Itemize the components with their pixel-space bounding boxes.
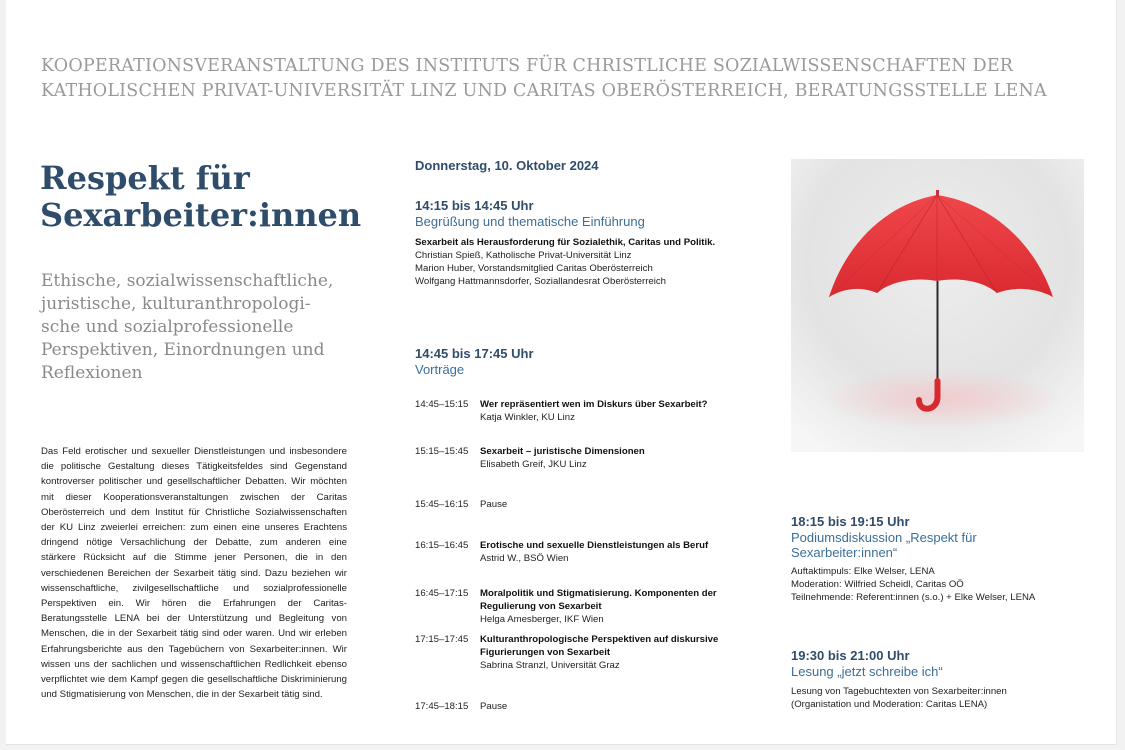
block-label: Begrüßung und thematische Einführung (415, 214, 645, 229)
item-speaker: Astrid W., BSÖ Wien (480, 553, 569, 564)
kicker-line-1: KOOPERATIONSVERANSTALTUNG DES INSTITUTS FÜR CHRISTLICHE SOZIALWISSENSCHAFTEN DER (41, 56, 1014, 76)
subtitle-line: Perspektiven, Einordnungen und (41, 340, 325, 360)
item-speaker: Sabrina Stranzl, Universität Graz (480, 660, 620, 671)
talk-title: Sexarbeit als Herausforderung für Sozialethik, Caritas und Politik. (415, 237, 716, 248)
item-title: Kulturanthropologische Perspektiven auf diskursive Figurierungen von Sexarbeit (480, 634, 719, 658)
item-time: 17:45–18:15 (415, 701, 469, 712)
item-speaker: Elisabeth Greif, JKU Linz (480, 459, 587, 470)
item-time: 14:45–15:15 (415, 399, 469, 410)
block-time: 14:45 bis 17:45 Uhr (415, 346, 534, 361)
item-time: 15:45–16:15 (415, 499, 469, 510)
item-time: 17:15–17:45 (415, 634, 469, 645)
speaker: Marion Huber, Vorstandsmitglied Caritas Oberösterreich (415, 263, 653, 274)
item-pause: Pause (480, 701, 508, 712)
item-title: Moralpolitik und Stigmatisierung. Komponenten der Regulierung von Sexarbeit (480, 588, 717, 612)
subtitle-line: Ethische, sozialwissenschaftliche, (41, 271, 334, 291)
event-label: Lesung „jetzt schreibe ich“ (791, 664, 943, 679)
event-detail: Auftaktimpuls: Elke Welser, LENA (791, 566, 935, 577)
event-detail: Moderation: Wilfried Scheidl, Caritas OÖ (791, 579, 964, 590)
subtitle-line: Reflexionen (41, 363, 143, 383)
speaker: Wolfgang Hattmannsdorfer, Soziallandesrat Oberösterreich (415, 276, 666, 287)
intro-paragraph: Das Feld erotischer und sexueller Dienstleistungen und insbesondere die politische Gestaltung dieses Tätigkeitsfeldes sind Gegenstand kontroverser politischer und gesellschaftlicher Debatten. Wir möchten mit dieser Kooperationsveranstaltungen zwischen der Caritas Oberösterreich und dem Institut für Christliche Sozialwissenschaften der KU Linz zweierlei erreichen: zum einen eine unseres Erachtens dringend nötige Versachlichung der Debatte, zum anderen eine stärkere Rücksicht auf die Stimme jener Personen, die in den verschiedenen Bereichen der Sexarbeit tätig sind. Dazu beziehen wir wissenschaftliche, zivilgesellschaftliche und sozialprofessionelle Perspektiven ein. Wir hören die Erfahrungen der Caritas-Beratungsstelle LENA bei der Unterstützung und Begleitung von Menschen, die in der Sexarbeit tätig sind oder waren. Und wir erleben Erfahrungsberichte aus den Tagebüchern von Sexarbeiter:innen. Wir wissen uns der sachlichen und wissenschaftlichen Redlichkeit ebenso verpflichtet wie dem Kampf gegen die gesellschaftliche Diskriminierung und Stigmatisierung von Menschen, die in der Sexarbeit tätig sind. (41, 446, 347, 701)
subtitle-line: sche und sozialprofessionelle (41, 317, 294, 337)
block-welcome (415, 198, 725, 288)
item-speaker: Helga Amesberger, IKF Wien (480, 614, 604, 625)
event-subtitle (41, 270, 381, 385)
block-talks (415, 346, 725, 378)
evening-event-1 (791, 514, 1091, 604)
item-pause: Pause (480, 499, 508, 510)
event-detail: (Organistation und Moderation: Caritas LENA) (791, 699, 988, 710)
item-title: Sexarbeit – juristische Dimensionen (480, 446, 645, 457)
speaker: Christian Spieß, Katholische Privat-Universität Linz (415, 250, 632, 261)
block-time: 14:15 bis 14:45 Uhr (415, 198, 534, 213)
event-title (40, 160, 380, 234)
red-umbrella-photo (791, 159, 1084, 452)
item-time: 16:45–17:15 (415, 588, 469, 599)
block-label: Vorträge (415, 362, 465, 377)
item-title: Wer repräsentiert wen im Diskurs über Sexarbeit? (480, 399, 708, 410)
flyer-page (6, 0, 1117, 745)
event-detail: Lesung von Tagebuchtexten von Sexarbeiter:innen (791, 686, 1007, 697)
event-detail: Teilnehmende: Referent:innen (s.o.) + Elke Welser, LENA (791, 592, 1036, 603)
event-label: Podiumsdiskussion „Respekt für (791, 530, 977, 545)
evening-event-2 (791, 648, 1091, 711)
event-label: Sexarbeiter:innen“ (791, 545, 898, 560)
item-title: Erotische und sexuelle Dienstleistungen als Beruf (480, 540, 709, 551)
item-time: 16:15–16:45 (415, 540, 469, 551)
item-speaker: Katja Winkler, KU Linz (480, 412, 575, 423)
event-kicker (41, 54, 1101, 104)
event-time: 18:15 bis 19:15 Uhr (791, 514, 910, 529)
item-time: 15:15–15:45 (415, 446, 469, 457)
title-line-1: Respekt für (40, 159, 250, 197)
kicker-line-2: KATHOLISCHEN PRIVAT-UNIVERSITÄT LINZ UND CARITAS OBERÖSTERREICH, BERATUNGSSTELLE LENA (41, 81, 1047, 101)
event-date: Donnerstag, 10. Oktober 2024 (415, 158, 599, 173)
title-line-2: Sexarbeiter:innen (40, 196, 362, 234)
event-time: 19:30 bis 21:00 Uhr (791, 648, 910, 663)
subtitle-line: juristische, kulturanthropologi- (41, 294, 311, 314)
